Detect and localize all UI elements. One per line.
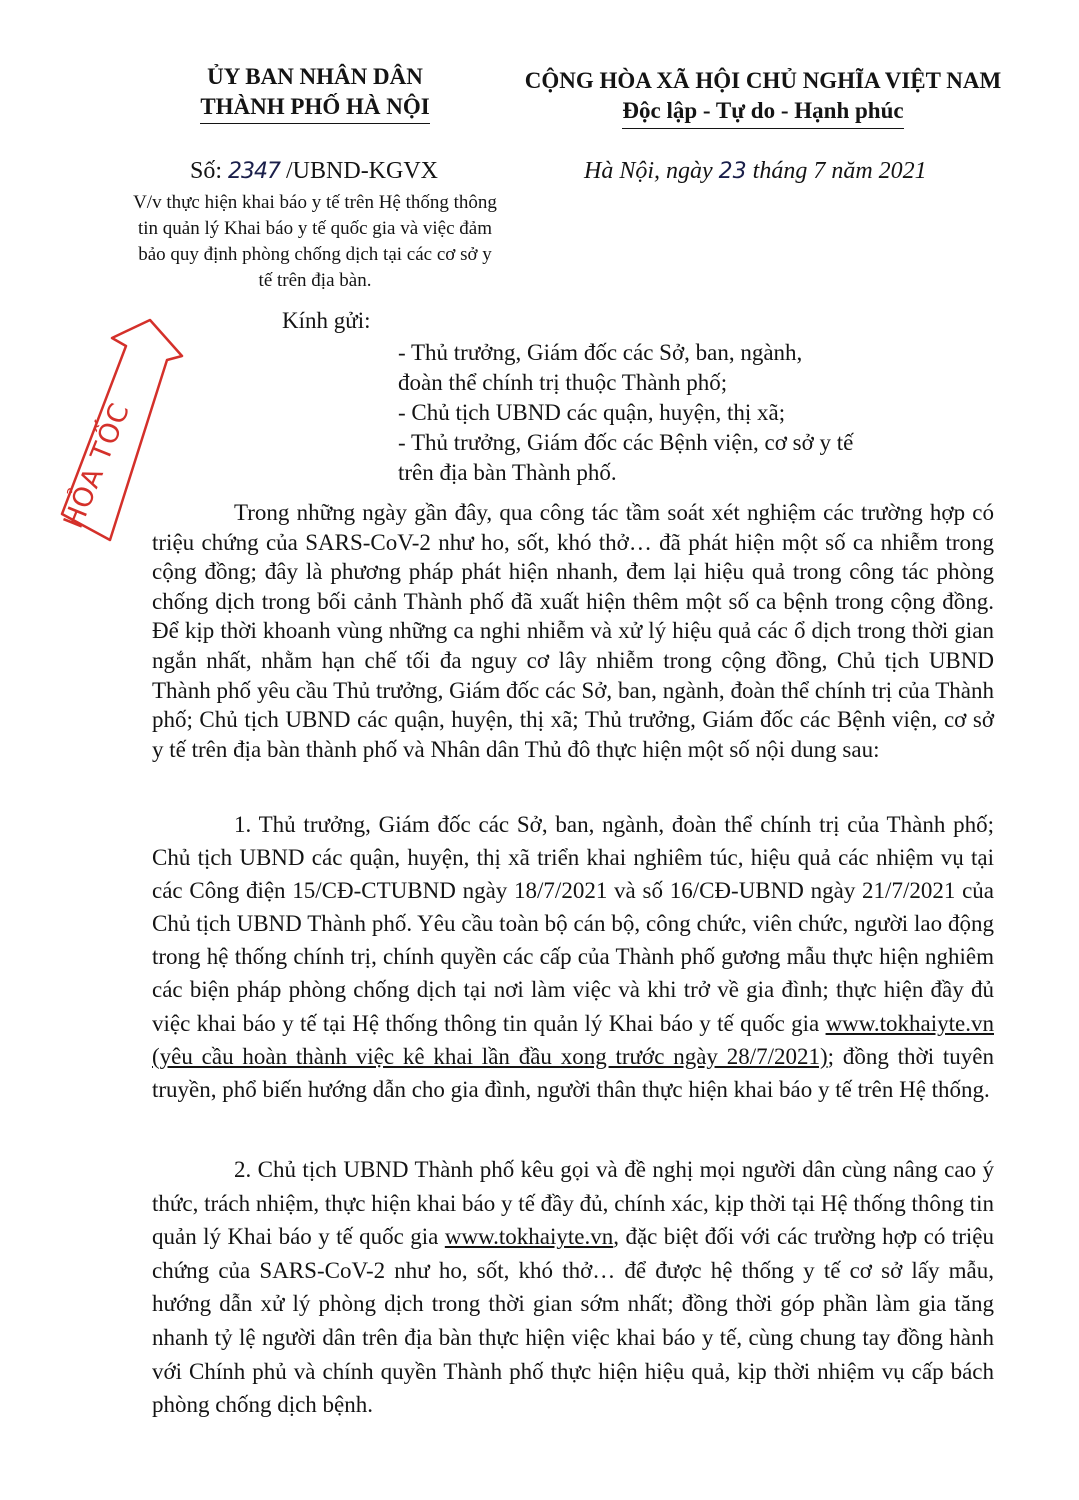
issuing-organization — [170, 62, 460, 124]
item-2-text: 2. Chủ tịch UBND Thành phố kêu gọi và đề nghị mọi người dân cùng nâng cao ý thức, trách nhiệm, thực hiện khai báo y tế đầy đủ, chính xác, kịp thời tại Hệ thống thông tin quản lý Khai báo y tế quốc gia — [152, 1157, 994, 1250]
item-1-text-end: ; đồng thời tuyên truyền, phổ biến hướng dẫn cho gia đình, người thân thực hiện khai báo y tế trên Hệ thống. — [152, 1043, 994, 1102]
recipient-line: đoàn thể chính trị thuộc Thành phố; — [398, 370, 728, 395]
tokhaiyte-link[interactable]: www.tokhaiyte.vn — [444, 1224, 614, 1250]
recipient-line: - Thủ trưởng, Giám đốc các Sở, ban, ngành, — [398, 340, 803, 365]
org-line-2: THÀNH PHỐ HÀ NỘI — [200, 92, 429, 124]
document-number — [190, 158, 438, 185]
doc-number-suffix: /UBND-KGVX — [280, 158, 439, 184]
stamp-text: HỎA TỐC — [57, 398, 137, 533]
tokhaiyte-link[interactable]: www.tokhaiyte.vn — [825, 1010, 994, 1036]
recipient-line: trên địa bàn Thành phố. — [398, 460, 617, 485]
salutation: Kính gửi: — [282, 308, 371, 333]
recipient-line: - Chủ tịch UBND các quận, huyện, thị xã; — [398, 400, 786, 425]
doc-number-prefix: Số: — [190, 158, 229, 184]
doc-number-handwritten: 2347 — [228, 159, 281, 184]
item-2-text-end: , đặc biệt đối với các trường hợp có triệu chứng của SARS-CoV-2 như ho, sốt, khó thở… để được hệ thống y tế cơ sở lấy mẫu, hướng dẫn xử lý phòng dịch trong thời gian sớm nhất; đồng thời góp phần làm gia tăng nhanh tỷ lệ người dân trên địa bàn thực hiện việc khai báo y tế, cùng chung tay đồng hành với Chính phủ và chính quyền Thành phố thực hiện hiệu quả, kịp thời nhiệm vụ cấp bách phòng chống dịch bệnh. — [152, 1224, 995, 1418]
motto: Độc lập - Tự do - Hạnh phúc — [622, 96, 903, 129]
recipient-line: - Thủ trưởng, Giám đốc các Bệnh viện, cơ sở y tế — [398, 430, 854, 455]
org-line-1: ỦY BAN NHÂN DÂN — [207, 64, 423, 89]
date-line — [584, 158, 927, 185]
date-suffix: tháng 7 năm 2021 — [746, 158, 927, 184]
intro-paragraph: Trong những ngày gần đây, qua công tác tầm soát xét nghiệm các trường hợp có triệu chứng của SARS-CoV-2 như ho, sốt, khó thở… đã phát hiện một số ca nhiễm trong cộng đồng; đây là phương pháp phát hiện nhanh, đem lại hiệu quả trong công tác phòng chống dịch trong bối cảnh Thành phố đã xuất hiện thêm một số ca bệnh trong cộng đồng. Để kịp thời khoanh vùng những ca nghi nhiễm và xử lý hiệu quả các ổ dịch trong thời gian ngắn nhất, nhằm hạn chế tối đa nguy cơ lây nhiễm trong cộng đồng, Chủ tịch UBND Thành phố yêu cầu Thủ trưởng, Giám đốc các Sở, ban, ngành, đoàn thể chính trị của Thành phố; Chủ tịch UBND các quận, huyện, thị xã; Thủ trưởng, Giám đốc các Bệnh viện, cơ sở y tế trên địa bàn thành phố và Nhân dân Thủ đô thực hiện một số nội dung sau: — [152, 500, 994, 762]
date-day-handwritten: 23 — [718, 159, 747, 184]
item-1-paragraph — [152, 808, 994, 1106]
national-heading — [498, 66, 1028, 129]
item-1-text: 1. Thủ trưởng, Giám đốc các Sở, ban, ngành, đoàn thể chính trị của Thành phố; Chủ tịch UBND các quận, huyện, thị xã triển khai nghiêm túc, hiệu quả các nhiệm vụ tại các Công điện 15/CĐ-CTUBND ngày 18/7/2021 và số 16/CĐ-UBND ngày 21/7/2021 của Chủ tịch UBND Thành phố. Yêu cầu toàn bộ cán bộ, công chức, viên chức, người lao động trong hệ thống chính trị, chính quyền các cấp của Thành phố gương mẫu thực hiện nghiêm các biện pháp phòng chống dịch tại nơi làm việc và khi trở về gia đình; thực hiện đầy đủ việc khai báo y tế tại Hệ thống thông tin quản lý Khai báo y tế quốc gia — [152, 812, 994, 1036]
recipients-list — [398, 338, 958, 488]
date-prefix: Hà Nội, ngày — [584, 158, 719, 184]
item-2-paragraph — [152, 1153, 994, 1422]
nation-title: CỘNG HÒA XÃ HỘI CHỦ NGHĨA VIỆT NAM — [524, 68, 1002, 93]
item-1-deadline-note: (yêu cầu hoàn thành việc kê khai lần đầu xong trước ngày 28/7/2021) — [152, 1043, 828, 1069]
document-subject: V/v thực hiện khai báo y tế trên Hệ thống thông tin quản lý Khai báo y tế quốc gia và việc đảm bảo quy định phòng chống dịch tại các cơ sở y tế trên địa bàn. — [133, 192, 497, 291]
